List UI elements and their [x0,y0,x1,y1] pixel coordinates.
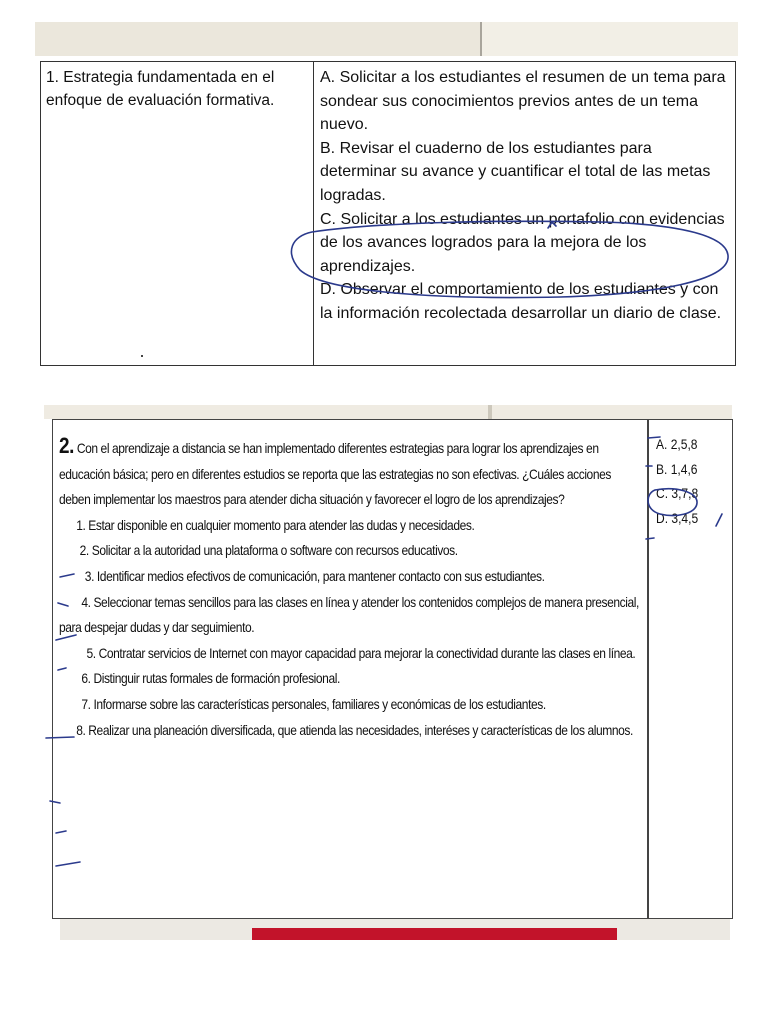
option-b: B. Revisar el cuaderno de los estudiantes para determinar su avance y cuantificar el total de las metas logradas. [320,139,711,204]
item-1: 1. Estar disponible en cualquier momento para atender las dudas y necesidades. [76,516,475,533]
option-b: B. 1,4,6 [656,460,698,477]
question1-prompt: 1. Estrategia fundamentada en el enfoque de evaluación formativa. [41,62,314,365]
question2-text: Con el aprendizaje a distancia se han implementado diferentes estrategias para lograr los aprendizajes en educación básica; pero en diferentes estudios se reporta que las estrategias no son efectivas. ¿Cuáles acciones deben implementar los maestros para atender dicha situación y favorecer el logro de los aprendizajes? [59,440,611,508]
column-divider [647,420,649,918]
question2-number: 2. [59,433,74,458]
second-strip [44,405,732,419]
item-5: 5. Contratar servicios de Internet con mayor capacidad para mejorar la conectividad durante las clases en línea. [86,644,636,661]
question1-options [320,66,732,326]
option-a: A. 2,5,8 [656,436,698,452]
question2-table [52,419,733,919]
stray-dot [141,355,143,357]
question2-options [656,432,698,530]
second-strip-mark [488,405,492,419]
item-4: 4. Seleccionar temas sencillos para las clases en línea y atender los contenidos complejos de manera presencial, para despejar dudas y dar seguimiento. [59,593,639,636]
item-2: 2. Solicitar a la autoridad una plataforma o software con recursos educativos. [79,542,458,559]
option-c: C. 3,7,8 [656,485,699,501]
item-8: 8. Realizar una planeación diversificada, que atienda las necesidades, interéses y características de los alumnos. [76,721,633,738]
top-strip-shade [35,22,482,56]
item-6: 6. Distinguir rutas formales de formación profesional. [81,670,340,687]
question2-body [59,433,644,743]
red-bar [252,928,617,940]
option-a: A. Solicitar a los estudiantes el resumen de un tema para sondear sus conocimientos previos antes de un tema nuevo. [320,69,726,134]
item-7: 7. Informarse sobre las características personales, familiares y económicas de los estudiantes. [81,695,546,712]
option-c: C. Solicitar a los estudiantes un portafolio con evidencias de los avances logrados para la mejora de los aprendizajes. [320,210,725,275]
question1-table [40,61,736,366]
option-d: D. 3,4,5 [656,509,699,526]
option-d: D. Observar el comportamiento de los estudiantes y con la información recolectada desarrollar un diario de clase. [320,281,722,322]
question2-prompt [59,433,644,513]
item-3: 3. Identificar medios efectivos de comunicación, para mantener contacto con sus estudiantes. [84,567,545,584]
